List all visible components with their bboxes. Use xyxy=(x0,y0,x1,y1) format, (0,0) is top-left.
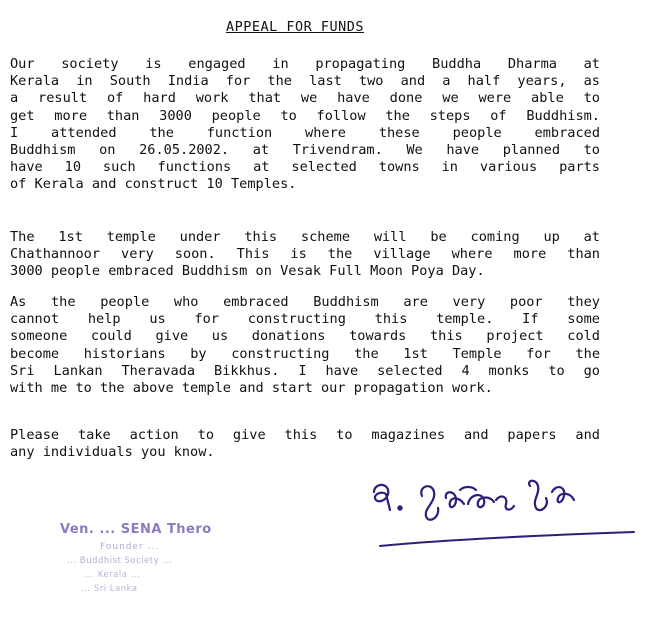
paragraph-request xyxy=(10,427,600,461)
text-line: Buddhism on 26.05.2002. at Trivendram. We have planned to xyxy=(10,142,600,159)
stamp-line: ... Buddhist Society ... xyxy=(67,556,173,566)
text-line: with me to the above temple and start our propagation work. xyxy=(10,380,493,397)
text-line: a result of hard work that we have done we were able to xyxy=(10,90,600,107)
text-line: someone could give us donations towards this project cold xyxy=(10,328,600,345)
text-line: of Kerala and construct 10 Temples. xyxy=(10,176,297,193)
text-line: become historians by constructing the 1st Temple for the xyxy=(10,345,600,362)
text-line: As the people who embraced Buddhism are very poor they xyxy=(10,294,600,310)
seal-stamp xyxy=(55,522,305,612)
text-line: Kerala in South India for the last two and a half years, as xyxy=(10,73,600,90)
text-line: The 1st temple under this scheme will be coming up at xyxy=(10,229,600,245)
paragraph-intro xyxy=(10,56,600,194)
stamp-line: ... Sri Lanka xyxy=(81,584,138,594)
handwritten-signature xyxy=(360,470,640,560)
document-title: APPEAL FOR FUNDS xyxy=(226,19,365,35)
stamp-line: ... Kerala ... xyxy=(85,570,141,580)
text-line: get more than 3000 people to follow the steps of Buddhism. xyxy=(10,107,600,124)
text-line: Sri Lankan Theravada Bikkhus. I have selected 4 monks to go xyxy=(10,362,600,379)
text-line: 3000 people embraced Buddhism on Vesak Full Moon Poya Day. xyxy=(10,263,485,280)
text-line: have 10 such functions at selected towns in various parts xyxy=(10,159,600,176)
text-line: I attended the function where these people embraced xyxy=(10,124,600,141)
text-line: Please take action to give this to magazines and papers and xyxy=(10,427,600,443)
text-line: Our society is engaged in propagating Buddha Dharma at xyxy=(10,56,600,72)
text-line: cannot help us for constructing this temple. If some xyxy=(10,311,600,328)
paragraph-appeal xyxy=(10,294,600,397)
stamp-line: Ven. ... SENA Thero xyxy=(60,522,212,537)
text-line: Chathannoor very soon. This is the village where more than xyxy=(10,246,600,263)
stamp-line: Founder ... xyxy=(100,542,160,552)
text-line: any individuals you know. xyxy=(10,444,215,461)
paragraph-temple xyxy=(10,229,600,281)
